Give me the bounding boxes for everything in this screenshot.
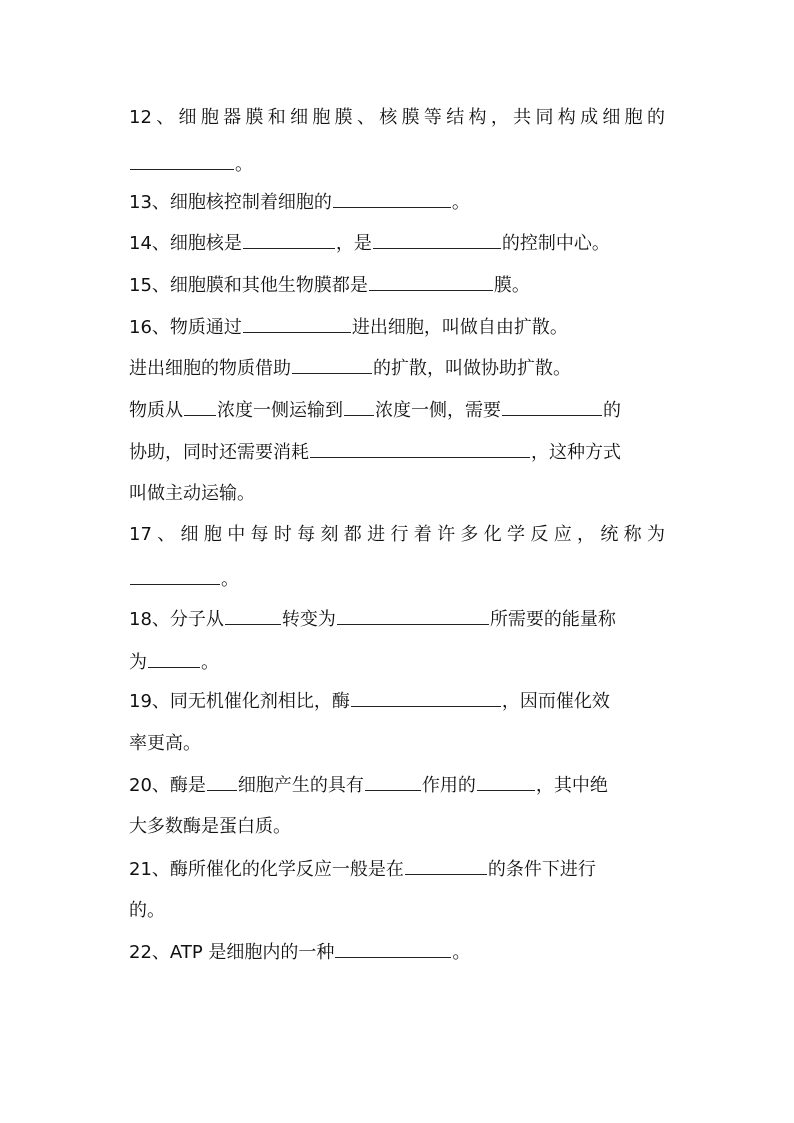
question-18-line-1 [129,606,665,633]
question-20-blank-1[interactable] [207,772,237,791]
question-12-text: 12、细胞器膜和细胞膜、核膜等结构，共同构成细胞的 [129,107,665,128]
question-16-blank-5[interactable] [502,397,602,416]
question-20-text-c: 作用的 [421,775,476,796]
question-18-end: 。 [201,652,219,673]
question-20-text-a: 20、酶是 [129,775,206,796]
question-14-text-b: ，是 [335,233,372,254]
question-14-blank-1[interactable] [243,230,335,249]
question-20-text-b: 细胞产生的具有 [237,775,364,796]
question-19-text-b: ，因而催化效 [501,691,610,712]
question-13-line [129,189,665,216]
question-21-text-b: 的条件下进行 [487,859,596,880]
question-16-text-k: 叫做主动运输。 [129,483,255,504]
question-18-blank-2[interactable] [337,606,489,625]
question-20-blank-2[interactable] [365,772,421,791]
question-19-blank[interactable] [351,688,501,707]
question-18-blank-1[interactable] [225,606,281,625]
question-16-blank-4[interactable] [344,397,374,416]
question-19-text-c: 率更高。 [129,733,201,754]
question-14-line [129,230,665,257]
question-18-line-2 [129,649,665,676]
question-21-line-2 [129,898,665,924]
question-21-line-1 [129,856,665,883]
question-13-blank[interactable] [333,189,451,208]
question-22-end: 。 [452,942,471,963]
question-15-text: 15、细胞膜和其他生物膜都是 [129,275,368,296]
question-16-text-j: ，这种方式 [531,442,621,463]
question-12-line-2 [129,151,665,178]
question-19-line-2 [129,731,665,757]
question-16-blank-3[interactable] [184,397,216,416]
question-16-line-3 [129,397,665,424]
question-16-text-c: 进出细胞的物质借助 [129,358,291,379]
question-16-text-h: 的 [603,400,621,421]
question-17-text: 17、细胞中每时每刻都进行着许多化学反应，统称为 [129,524,665,545]
question-16-text-b: 进出细胞，叫做自由扩散。 [351,317,568,338]
question-14-blank-2[interactable] [373,230,501,249]
question-21-text-a: 21、酶所催化的化学反应一般是在 [129,859,404,880]
question-22-line [129,939,665,966]
question-15-blank[interactable] [369,272,493,291]
question-13-text: 13、细胞核控制着细胞的 [129,192,332,213]
question-16-blank-2[interactable] [292,355,372,374]
question-22-text: 22、ATP 是细胞内的一种 [129,942,335,963]
question-18-text-a: 18、分子从 [129,609,224,630]
question-16-line-1 [129,314,665,341]
question-16-blank-6[interactable] [310,439,530,458]
question-16-line-4 [129,439,665,466]
question-18-blank-3[interactable] [148,649,200,668]
question-17-blank[interactable] [130,566,220,585]
question-16-line-5 [129,481,665,507]
question-19-line-1 [129,688,665,715]
question-16-text-a: 16、物质通过 [129,317,242,338]
question-20-blank-3[interactable] [477,772,535,791]
question-17-line-2 [129,566,665,593]
question-12-end: 。 [235,154,253,175]
question-20-text-d: ，其中绝 [535,775,608,796]
question-21-blank[interactable] [405,856,487,875]
question-18-text-c: 所需要的能量称 [489,609,616,630]
question-20-line-2 [129,814,665,840]
question-14-text-a: 14、细胞核是 [129,233,242,254]
question-20-line-1 [129,772,665,799]
question-15-line [129,272,665,299]
question-17-line-1 [129,522,665,548]
question-16-text-e: 物质从 [129,400,183,421]
question-22-blank[interactable] [335,939,451,958]
question-16-text-i: 协助，同时还需要消耗 [129,442,309,463]
question-20-text-e: 大多数酶是蛋白质。 [129,816,291,837]
question-16-text-g: 浓度一侧，需要 [375,400,501,421]
question-21-text-c: 的。 [129,900,165,921]
question-18-text-d: 为 [129,652,147,673]
question-13-end: 。 [451,192,470,213]
question-16-blank-1[interactable] [243,314,351,333]
question-15-end: 膜。 [493,275,530,296]
question-16-line-2 [129,355,665,382]
question-12-line-1 [129,105,665,131]
question-12-blank[interactable] [130,151,234,170]
question-19-text-a: 19、同无机催化剂相比，酶 [129,691,350,712]
question-16-text-d: 的扩散，叫做协助扩散。 [373,358,571,379]
question-17-end: 。 [221,569,239,590]
question-18-text-b: 转变为 [281,609,336,630]
question-16-text-f: 浓度一侧运输到 [217,400,343,421]
question-14-text-c: 的控制中心。 [501,233,610,254]
